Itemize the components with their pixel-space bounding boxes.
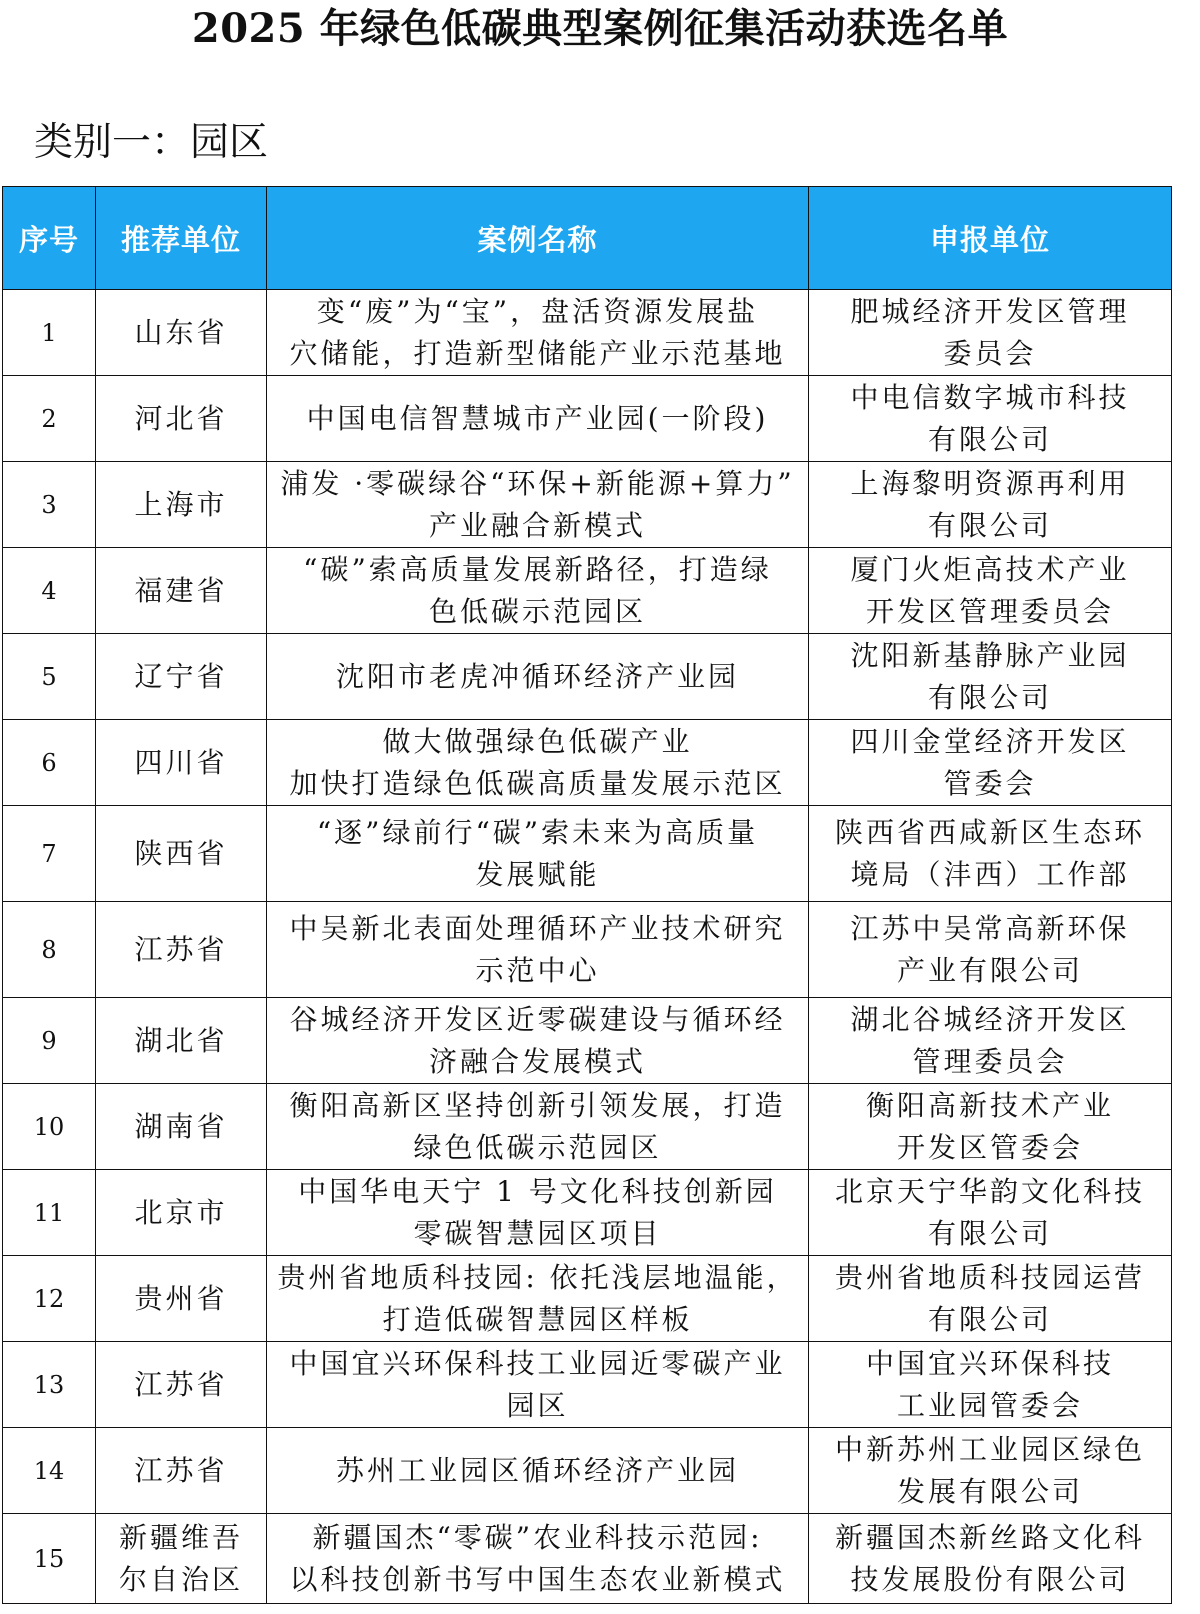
cell-number [3, 634, 96, 720]
cell-number [3, 462, 96, 548]
cell-recommending-unit [96, 290, 267, 376]
cell-applicant-unit [809, 902, 1172, 998]
cell-applicant-unit-text: 新疆国杰新丝路文化科 技发展股份有限公司 [834, 1520, 1145, 1596]
cell-recommending-unit-text: 上海市 [134, 487, 228, 521]
cell-case-name [267, 548, 809, 634]
cell-recommending-unit-text: 新疆维吾 尔自治区 [118, 1520, 243, 1596]
cell-number [3, 1514, 96, 1604]
cell-recommending-unit [96, 720, 267, 806]
category-heading: 类别一：园区 [34, 120, 269, 165]
cell-case-name-text: 做大做强绿色低碳产业 加快打造绿色低碳高质量发展示范区 [289, 724, 786, 800]
cell-recommending-unit-text: 陕西省 [134, 836, 228, 870]
cell-number-text: 3 [41, 490, 57, 519]
table-row [3, 1170, 1172, 1256]
cell-applicant-unit-text: 四川金堂经济开发区 管委会 [850, 724, 1130, 800]
cell-number [3, 1428, 96, 1514]
cell-recommending-unit-text: 湖南省 [134, 1109, 228, 1143]
cell-applicant-unit [809, 1084, 1172, 1170]
cell-number [3, 1342, 96, 1428]
table-row [3, 290, 1172, 376]
cell-number-text: 5 [41, 662, 57, 691]
cell-recommending-unit-text: 山东省 [134, 315, 228, 349]
cell-recommending-unit [96, 998, 267, 1084]
cell-number [3, 1084, 96, 1170]
cell-recommending-unit-text: 贵州省 [134, 1281, 228, 1315]
cell-recommending-unit [96, 634, 267, 720]
header-recommending-unit: 推荐单位 [96, 187, 267, 290]
cell-number [3, 290, 96, 376]
cell-recommending-unit-text: 江苏省 [134, 1453, 228, 1487]
cell-case-name [267, 1342, 809, 1428]
page-title: 2025 年绿色低碳典型案例征集活动获选名单 [191, 5, 1009, 52]
cell-applicant-unit [809, 720, 1172, 806]
cell-recommending-unit-text: 江苏省 [134, 932, 228, 966]
cell-applicant-unit-text: 湖北谷城经济开发区 管理委员会 [850, 1002, 1130, 1078]
table-row [3, 376, 1172, 462]
table-row [3, 1084, 1172, 1170]
cell-number-text: 8 [41, 935, 57, 964]
cell-recommending-unit-text: 四川省 [134, 745, 228, 779]
cell-applicant-unit-text: 江苏中吴常高新环保 产业有限公司 [850, 911, 1130, 987]
cell-applicant-unit-text: 贵州省地质科技园运营 有限公司 [834, 1260, 1145, 1336]
table-header-row [3, 187, 1172, 290]
cell-recommending-unit [96, 462, 267, 548]
cell-applicant-unit [809, 634, 1172, 720]
cell-recommending-unit-text: 福建省 [134, 573, 228, 607]
table-row [3, 902, 1172, 998]
cell-number [3, 806, 96, 902]
cell-recommending-unit [96, 902, 267, 998]
cell-recommending-unit [96, 1256, 267, 1342]
cell-applicant-unit-text: 沈阳新基静脉产业园 有限公司 [850, 638, 1130, 714]
cell-number-text: 2 [41, 404, 57, 433]
cell-recommending-unit [96, 806, 267, 902]
cell-recommending-unit-text: 江苏省 [134, 1367, 228, 1401]
cell-number [3, 902, 96, 998]
cell-applicant-unit-text: 厦门火炬高技术产业 开发区管理委员会 [850, 552, 1130, 628]
cell-case-name [267, 1256, 809, 1342]
cell-case-name [267, 1428, 809, 1514]
cell-number-text: 12 [33, 1284, 65, 1313]
cell-case-name-text: “碳”索高质量发展新路径，打造绿 色低碳示范园区 [303, 552, 772, 628]
cell-case-name [267, 376, 809, 462]
selection-table [2, 186, 1172, 1604]
table-row [3, 634, 1172, 720]
cell-case-name-text: 贵州省地质科技园: 依托浅层地温能， 打造低碳智慧园区样板 [277, 1260, 798, 1336]
cell-case-name [267, 1170, 809, 1256]
cell-number-text: 10 [33, 1112, 65, 1141]
cell-case-name [267, 462, 809, 548]
cell-number-text: 9 [41, 1026, 57, 1055]
cell-case-name [267, 1514, 809, 1604]
table-row [3, 998, 1172, 1084]
cell-recommending-unit [96, 1342, 267, 1428]
cell-applicant-unit-text: 中电信数字城市科技 有限公司 [850, 380, 1130, 456]
cell-recommending-unit-text: 北京市 [134, 1195, 228, 1229]
cell-recommending-unit [96, 1084, 267, 1170]
cell-case-name [267, 1084, 809, 1170]
cell-applicant-unit-text: 中新苏州工业园区绿色 发展有限公司 [834, 1432, 1145, 1508]
table-row [3, 806, 1172, 902]
cell-applicant-unit [809, 548, 1172, 634]
cell-number-text: 13 [33, 1370, 65, 1399]
cell-case-name-text: 变“废”为“宝”，盘活资源发展盐 穴储能，打造新型储能产业示范基地 [289, 294, 786, 370]
cell-case-name-text: 中国华电天宁 1 号文化科技创新园 零碳智慧园区项目 [298, 1174, 777, 1250]
table-row [3, 1428, 1172, 1514]
header-case-name: 案例名称 [267, 187, 809, 290]
cell-recommending-unit-text: 河北省 [134, 401, 228, 435]
cell-recommending-unit-text: 湖北省 [134, 1023, 228, 1057]
cell-number-text: 6 [41, 748, 57, 777]
cell-recommending-unit-text: 辽宁省 [134, 659, 228, 693]
cell-applicant-unit [809, 376, 1172, 462]
cell-number-text: 1 [41, 318, 57, 347]
cell-applicant-unit [809, 462, 1172, 548]
cell-case-name [267, 720, 809, 806]
cell-applicant-unit-text: 北京天宁华韵文化科技 有限公司 [834, 1174, 1145, 1250]
cell-applicant-unit [809, 1170, 1172, 1256]
cell-number [3, 998, 96, 1084]
cell-number [3, 1170, 96, 1256]
cell-case-name-text: 中国电信智慧城市产业园(一阶段) [306, 401, 769, 435]
cell-recommending-unit [96, 1428, 267, 1514]
cell-case-name [267, 634, 809, 720]
cell-applicant-unit [809, 998, 1172, 1084]
cell-applicant-unit [809, 290, 1172, 376]
cell-number [3, 548, 96, 634]
cell-number [3, 720, 96, 806]
cell-case-name [267, 902, 809, 998]
table-row [3, 1514, 1172, 1604]
cell-applicant-unit-text: 上海黎明资源再利用 有限公司 [850, 466, 1130, 542]
cell-applicant-unit [809, 1514, 1172, 1604]
header-applicant-unit: 申报单位 [809, 187, 1172, 290]
cell-applicant-unit-text: 肥城经济开发区管理 委员会 [850, 294, 1130, 370]
cell-number-text: 4 [41, 576, 57, 605]
table-row [3, 1256, 1172, 1342]
cell-applicant-unit [809, 1256, 1172, 1342]
cell-case-name [267, 998, 809, 1084]
table-row [3, 1342, 1172, 1428]
cell-number-text: 11 [33, 1198, 65, 1227]
cell-recommending-unit [96, 548, 267, 634]
cell-applicant-unit-text: 中国宜兴环保科技 工业园管委会 [865, 1346, 1114, 1422]
cell-number [3, 1256, 96, 1342]
cell-case-name-text: 谷城经济开发区近零碳建设与循环经 济融合发展模式 [289, 1002, 786, 1078]
cell-recommending-unit [96, 1170, 267, 1256]
cell-case-name [267, 806, 809, 902]
header-number: 序号 [3, 187, 96, 290]
cell-number-text: 15 [33, 1544, 65, 1573]
cell-applicant-unit [809, 1342, 1172, 1428]
cell-number [3, 376, 96, 462]
cell-number-text: 7 [41, 839, 57, 868]
cell-case-name-text: 衡阳高新区坚持创新引领发展，打造 绿色低碳示范园区 [289, 1088, 786, 1164]
cell-applicant-unit-text: 衡阳高新技术产业 开发区管委会 [865, 1088, 1114, 1164]
cell-case-name-text: “逐”绿前行“碳”索未来为高质量 发展赋能 [316, 815, 759, 891]
cell-recommending-unit [96, 376, 267, 462]
cell-case-name-text: 浦发 ·零碳绿谷“环保+新能源+算力” 产业融合新模式 [280, 466, 795, 542]
cell-applicant-unit-text: 陕西省西咸新区生态环 境局（沣西）工作部 [834, 815, 1145, 891]
cell-case-name-text: 苏州工业园区循环经济产业园 [335, 1453, 739, 1487]
cell-case-name [267, 290, 809, 376]
cell-case-name-text: 中国宜兴环保科技工业园近零碳产业 园区 [289, 1346, 786, 1422]
cell-applicant-unit [809, 806, 1172, 902]
cell-number-text: 14 [33, 1456, 65, 1485]
table-row [3, 462, 1172, 548]
cell-case-name-text: 新疆国杰“零碳”农业科技示范园: 以科技创新书写中国生态农业新模式 [289, 1520, 786, 1596]
cell-case-name-text: 沈阳市老虎冲循环经济产业园 [335, 659, 739, 693]
cell-recommending-unit [96, 1514, 267, 1604]
cell-applicant-unit [809, 1428, 1172, 1514]
table-row [3, 548, 1172, 634]
table-row [3, 720, 1172, 806]
cell-case-name-text: 中吴新北表面处理循环产业技术研究 示范中心 [289, 911, 786, 987]
